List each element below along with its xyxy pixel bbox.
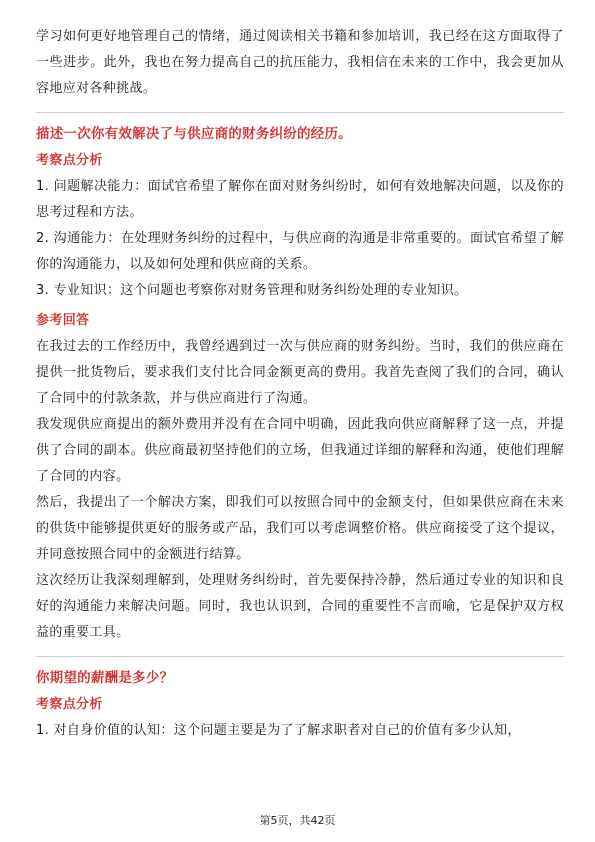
intro-paragraph: 学习如何更好地管理自己的情绪，通过阅读相关书籍和参加培训，我已经在这方面取得了一些进步。此外，我也在努力提高自己的抗压能力，我相信在未来的工作中，我会更加从容地应对各种挑战。	[36, 29, 564, 96]
page-number: 第5页，共42页	[259, 814, 336, 827]
question-title: 你期望的薪酬是多少？	[36, 671, 174, 686]
question-title: 描述一次你有效解决了与供应商的财务纠纷的经历。	[36, 127, 353, 142]
answer-heading: 参考回答	[36, 313, 90, 328]
analysis-item: 1. 对自身价值的认知：这个问题主要是为了了解求职者对自己的价值有多少认知，	[36, 723, 521, 738]
analysis-item: 2. 沟通能力：在处理财务纠纷的过程中，与供应商的沟通是非常重要的。面试官希望了解你的沟通能力，以及如何处理和供应商的关系。	[36, 231, 564, 272]
analysis-heading: 考察点分析	[36, 697, 103, 712]
analysis-item: 3. 专业知识：这个问题也考察你对财务管理和财务纠纷处理的专业知识。	[36, 283, 468, 298]
answer-paragraph: 然后，我提出了一个解决方案，即我们可以按照合同中的金额支付，但如果供应商在未来的供货中能够提供更好的服务或产品，我们可以考虑调整价格。供应商接受了这个提议，并同意按照合同中的金额进行结算。	[36, 495, 564, 562]
answer-paragraph: 在我过去的工作经历中，我曾经遇到过一次与供应商的财务纠纷。当时，我们的供应商在提供一批货物后，要求我们支付比合同金额更高的费用。我首先查阅了我们的合同，确认了合同中的付款条款，并与供应商进行了沟通。	[36, 339, 564, 406]
analysis-heading: 考察点分析	[36, 153, 103, 168]
page-content	[36, 24, 564, 744]
answer-paragraph: 这次经历让我深刻理解到，处理财务纠纷时，首先要保持冷静，然后通过专业的知识和良好的沟通能力来解决问题。同时，我也认识到，合同的重要性不言而喻，它是保护双方权益的重要工具。	[36, 573, 564, 640]
section-divider	[36, 656, 564, 657]
answer-paragraph: 我发现供应商提出的额外费用并没有在合同中明确，因此我向供应商解释了这一点，并提供了合同的副本。供应商最初坚持他们的立场，但我通过详细的解释和沟通，使他们理解了合同的内容。	[36, 417, 564, 484]
section-divider	[36, 112, 564, 113]
analysis-item: 1. 问题解决能力：面试官希望了解你在面对财务纠纷时，如何有效地解决问题，以及你的思考过程和方法。	[36, 179, 564, 220]
